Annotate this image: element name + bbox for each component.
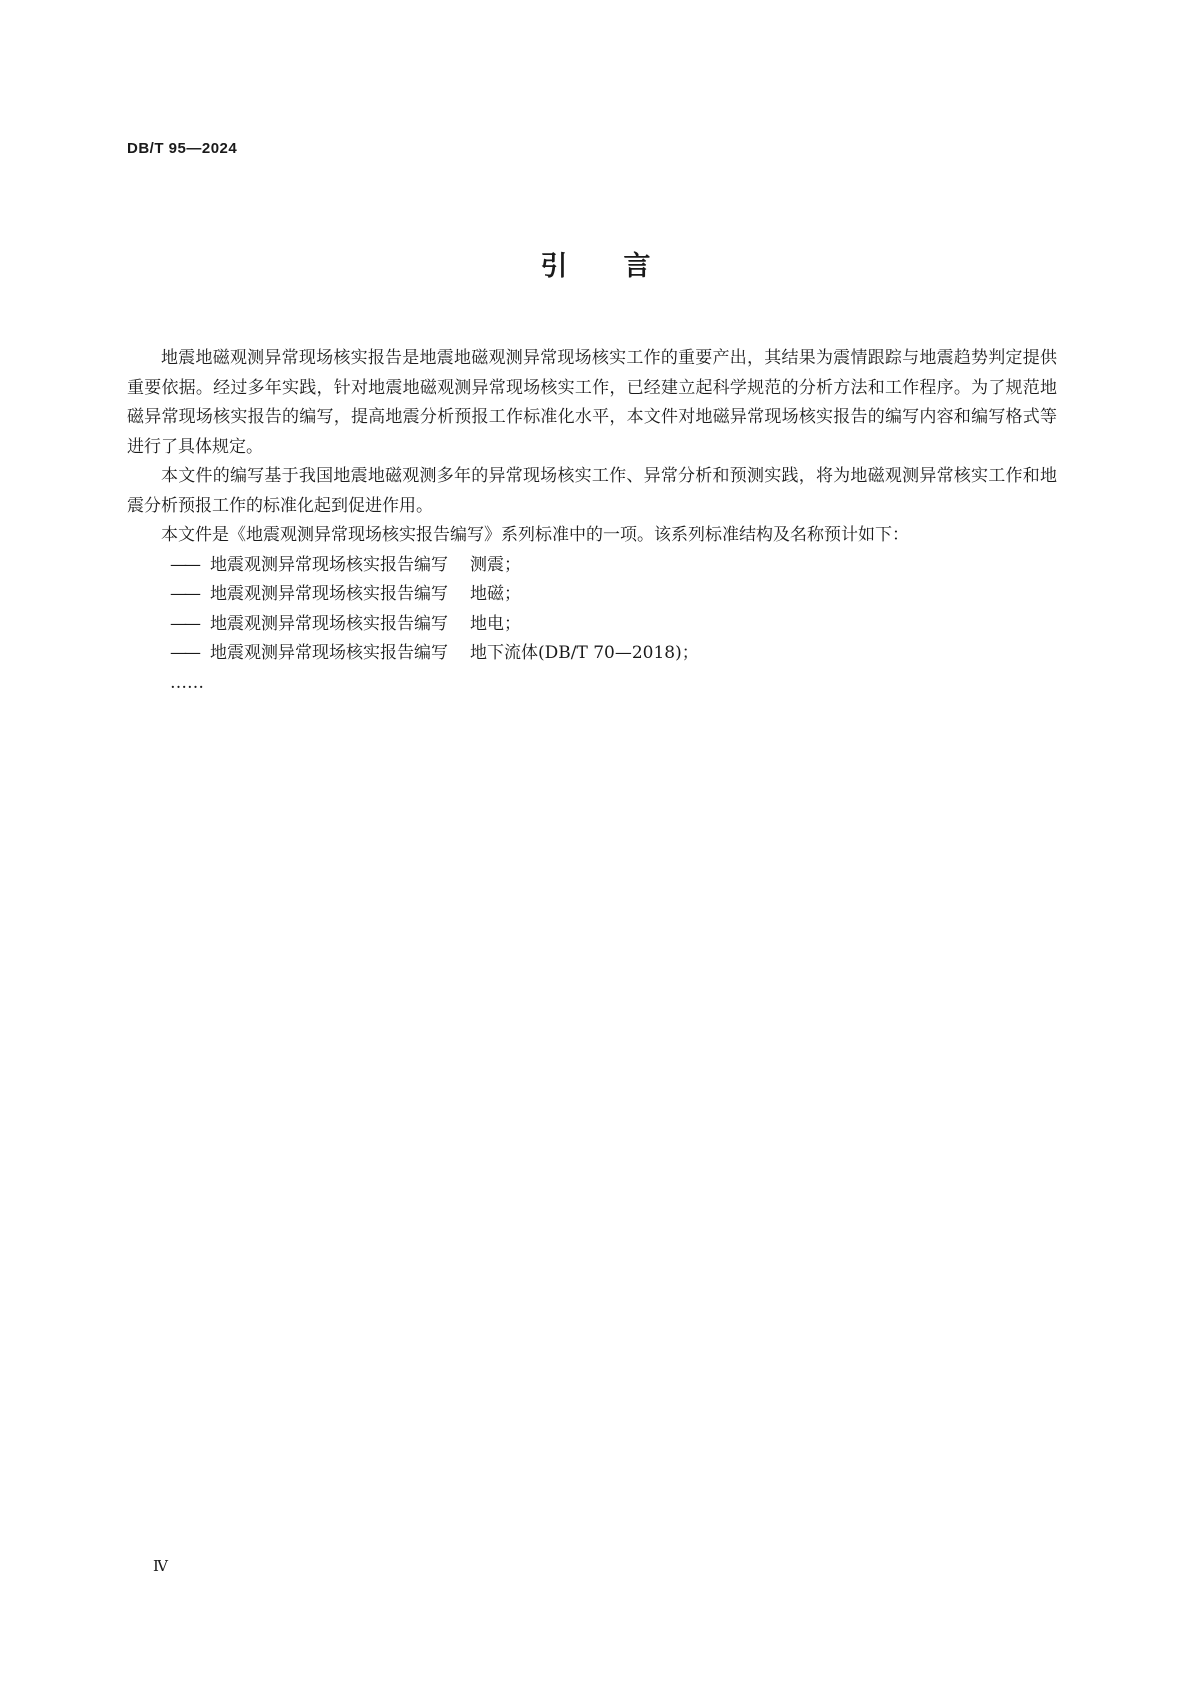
paragraph-1: 地震地磁观测异常现场核实报告是地震地磁观测异常现场核实工作的重要产出，其结果为震情跟踪与地震趋势判定提供重要依据。经过多年实践，针对地震地磁观测异常现场核实工作，已经建立起科学规范的分析方法和工作程序。为了规范地磁异常现场核实报告的编写，提高地震分析预报工作标准化水平，本文件对地磁异常现场核实报告的编写内容和编写格式等进行了具体规定。 [127, 348, 1057, 457]
list-item-part: 地电； [470, 613, 521, 634]
paragraph-2: 本文件的编写基于我国地震地磁观测多年的异常现场核实工作、异常分析和预测实践，将为地磁观测异常核实工作和地震分析预报工作的标准化起到促进作用。 [127, 466, 1057, 516]
list-item-part: 地磁； [470, 584, 521, 604]
list-item-part: 地下流体(DB/T 70—2018)； [470, 643, 699, 663]
list-dash: —— [170, 584, 198, 604]
list-item-groundwater [127, 639, 1057, 669]
paragraph-3: 本文件是《地震观测异常现场核实报告编写》系列标准中的一项。该系列标准结构及名称预计如下： [161, 525, 909, 545]
list-item-geoelectric [127, 610, 1057, 640]
list-item-title: 地震观测异常现场核实报告编写 [210, 554, 448, 575]
list-item-title: 地震观测异常现场核实报告编写 [210, 613, 448, 634]
standard-code: DB/T 95—2024 [127, 140, 238, 157]
page-title: 引言 [540, 251, 707, 282]
list-item-geomagnetic [127, 580, 1057, 610]
page-number: Ⅳ [153, 1557, 168, 1575]
introduction-body [127, 344, 1057, 698]
list-dash: —— [170, 613, 198, 634]
list-item-part: 测震； [470, 554, 521, 575]
list-dash: —— [170, 554, 198, 575]
list-dash: —— [170, 643, 198, 663]
list-item-title: 地震观测异常现场核实报告编写 [210, 584, 448, 604]
list-ellipsis: …… [170, 672, 204, 693]
list-item-seismic [127, 551, 1057, 581]
list-item-title: 地震观测异常现场核实报告编写 [210, 643, 448, 663]
